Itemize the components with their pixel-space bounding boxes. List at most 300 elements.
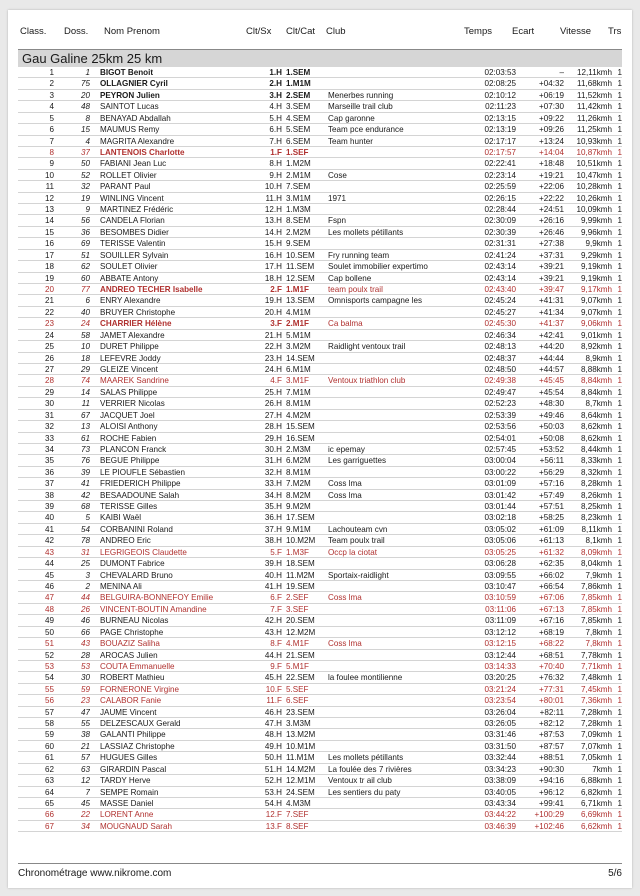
cell-gap: +68:51	[539, 650, 564, 660]
cell-time: 03:11:06	[485, 604, 516, 614]
cell-category-rank: 7.SEF	[286, 810, 309, 820]
cell-category-rank: 14.M2M	[286, 764, 316, 774]
cell-category-rank: 8.SEF	[286, 821, 309, 831]
cell-category-rank: 6.SEM	[286, 136, 311, 146]
cell-sex-rank: 31.H	[264, 456, 282, 466]
cell-laps: 1	[617, 559, 622, 569]
cell-gap: +82:12	[539, 719, 564, 729]
cell-gap: +50:08	[539, 433, 564, 443]
cell-runner-name: SOUILLER Sylvain	[100, 250, 169, 260]
cell-club: ic epemay	[328, 444, 365, 454]
cell-laps: 1	[617, 433, 622, 443]
cell-sex-rank: 22.H	[264, 342, 282, 352]
cell-gap: +44:44	[539, 353, 564, 363]
cell-speed: 11,25kmh	[577, 125, 612, 135]
table-row	[18, 695, 622, 706]
cell-category-rank: 5.SEF	[286, 684, 309, 694]
cell-sex-rank: 27.H	[264, 410, 282, 420]
cell-bib: 18	[80, 353, 90, 363]
cell-speed: 7,07kmh	[580, 741, 612, 751]
cell-sex-rank: 3.F	[270, 319, 282, 329]
cell-rank: 36	[44, 467, 54, 477]
cell-laps: 1	[617, 696, 622, 706]
cell-time: 03:23:54	[484, 696, 516, 706]
cell-runner-name: BEGUE Philippe	[100, 456, 160, 466]
cell-sex-rank: 18.H	[264, 273, 282, 283]
cell-time: 02:48:50	[484, 364, 516, 374]
table-row	[18, 204, 622, 215]
cell-laps: 1	[617, 262, 622, 272]
cell-time: 03:02:18	[484, 513, 516, 523]
table-row	[18, 501, 622, 512]
cell-sex-rank: 3.H	[269, 90, 282, 100]
table-row	[18, 124, 622, 135]
cell-gap: +67:16	[539, 616, 564, 626]
cell-bib: 46	[80, 616, 90, 626]
cell-gap: +41:37	[539, 319, 564, 329]
cell-laps: 1	[617, 182, 622, 192]
cell-runner-name: BELGUIRA-BONNEFOY Emilie	[100, 593, 214, 603]
cell-runner-name: LASSIAZ Christophe	[100, 741, 175, 751]
table-row	[18, 410, 622, 421]
cell-sex-rank: 54.H	[264, 799, 282, 808]
race-title-bar	[18, 49, 622, 67]
cell-laps: 1	[617, 821, 622, 831]
cell-gap: +39:21	[539, 262, 564, 272]
cell-runner-name: ANDREO TECHER Isabelle	[100, 285, 203, 295]
table-row	[18, 273, 622, 284]
cell-gap: +18:48	[539, 159, 564, 169]
cell-laps: 1	[617, 353, 622, 363]
cell-speed: 7,28kmh	[580, 719, 612, 729]
cell-club: Marseille trail club	[328, 102, 393, 112]
cell-speed: 9,9kmh	[585, 239, 612, 249]
cell-sex-rank: 5.F	[270, 547, 282, 557]
cell-gap: +82:11	[539, 707, 564, 717]
cell-bib: 2	[85, 581, 90, 591]
cell-rank: 47	[44, 593, 54, 603]
table-row	[18, 113, 622, 124]
cell-rank: 48	[44, 604, 54, 614]
cell-rank: 13	[44, 205, 54, 215]
cell-gap: +44:57	[539, 364, 564, 374]
cell-category-rank: 24.SEM	[286, 787, 315, 797]
cell-time: 03:12:15	[484, 639, 516, 649]
cell-gap: +44:20	[539, 342, 564, 352]
cell-speed: 8,09kmh	[580, 547, 612, 557]
cell-runner-name: ROBERT Mathieu	[100, 673, 165, 683]
cell-speed: 7,09kmh	[580, 730, 612, 740]
cell-gap: +22:06	[539, 182, 564, 192]
cell-bib: 14	[80, 387, 90, 397]
cell-category-rank: 5.M1M	[286, 330, 311, 340]
cell-time: 02:53:39	[484, 410, 516, 420]
cell-time: 03:01:42	[484, 490, 516, 500]
table-row	[18, 67, 622, 78]
cell-runner-name: VERRIER Nicolas	[100, 399, 165, 409]
cell-sex-rank: 50.H	[264, 753, 282, 763]
cell-speed: 9,19kmh	[580, 262, 612, 272]
cell-club: Fry running team	[328, 250, 390, 260]
cell-laps: 1	[617, 650, 622, 660]
cell-category-rank: 17.SEM	[286, 513, 315, 523]
cell-sex-rank: 10.F	[265, 684, 282, 694]
cell-category-rank: 7.M1M	[286, 387, 311, 397]
cell-bib: 41	[80, 479, 90, 489]
cell-gap: +39:21	[539, 273, 564, 283]
cell-bib: 45	[80, 799, 90, 808]
cell-sex-rank: 42.H	[264, 616, 282, 626]
cell-club: Cap bollene	[328, 273, 372, 283]
cell-rank: 66	[44, 810, 54, 820]
cell-bib: 59	[80, 684, 90, 694]
table-row	[18, 307, 622, 318]
cell-runner-name: DELZESCAUX Gerald	[100, 719, 181, 729]
cell-rank: 1	[49, 68, 54, 77]
table-row	[18, 638, 622, 649]
cell-category-rank: 2.M1M	[286, 170, 311, 180]
cell-speed: 7,8kmh	[585, 627, 612, 637]
cell-rank: 2	[49, 79, 54, 89]
cell-bib: 19	[80, 193, 90, 203]
cell-club: Soulet immobilier expertimo	[328, 262, 428, 272]
cell-runner-name: ENRY Alexandre	[100, 296, 161, 306]
cell-speed: 10,51kmh	[576, 159, 612, 169]
cell-speed: 10,47kmh	[576, 170, 612, 180]
cell-bib: 12	[80, 776, 90, 786]
cell-laps: 1	[617, 513, 622, 523]
table-row	[18, 535, 622, 546]
table-row	[18, 421, 622, 432]
cell-time: 02:46:34	[484, 330, 516, 340]
cell-laps: 1	[617, 90, 622, 100]
cell-category-rank: 3.SEF	[286, 604, 309, 614]
cell-runner-name: MENINA Ali	[100, 581, 142, 591]
cell-club: la foulee montilienne	[328, 673, 403, 683]
cell-category-rank: 2.M2M	[286, 227, 311, 237]
cell-speed: 12,11kmh	[577, 68, 612, 77]
cell-gap: +96:12	[539, 787, 564, 797]
cell-rank: 67	[44, 821, 54, 831]
cell-runner-name: PLANCON Franck	[100, 444, 167, 454]
cell-laps: 1	[617, 593, 622, 603]
cell-bib: 37	[80, 147, 90, 157]
cell-runner-name: GIRARDIN Pascal	[100, 764, 167, 774]
cell-laps: 1	[617, 399, 622, 409]
cell-category-rank: 4.M1M	[286, 307, 311, 317]
cell-bib: 38	[80, 730, 90, 740]
cell-gap: +45:54	[539, 387, 564, 397]
cell-speed: 9,07kmh	[580, 296, 612, 306]
cell-rank: 39	[44, 502, 54, 512]
cell-rank: 4	[49, 102, 54, 112]
cell-club: Coss lma	[328, 593, 362, 603]
cell-runner-name: GALANTI Philippe	[100, 730, 166, 740]
cell-gap: +87:53	[539, 730, 564, 740]
cell-speed: 8,92kmh	[580, 342, 612, 352]
cell-time: 03:10:47	[484, 581, 516, 591]
cell-laps: 1	[617, 307, 622, 317]
cell-sex-rank: 8.H	[269, 159, 282, 169]
cell-gap: +57:51	[539, 502, 564, 512]
cell-speed: 7,8kmh	[585, 639, 612, 649]
cell-laps: 1	[617, 799, 622, 808]
cell-club: Raidlight ventoux trail	[328, 342, 406, 352]
cell-laps: 1	[617, 479, 622, 489]
cell-club: Coss lma	[328, 479, 362, 489]
cell-runner-name: SALAS Philippe	[100, 387, 158, 397]
cell-bib: 3	[85, 570, 90, 580]
cell-category-rank: 3.M1M	[286, 193, 311, 203]
cell-gap: +09:22	[539, 113, 564, 123]
footer-credit: Chronométrage www.nikrome.com	[18, 868, 172, 879]
cell-category-rank: 6.M2M	[286, 456, 311, 466]
cell-gap: +87:57	[539, 741, 564, 751]
cell-speed: 11,42kmh	[577, 102, 612, 112]
cell-category-rank: 1.SEM	[286, 68, 311, 77]
cell-runner-name: SAINTOT Lucas	[100, 102, 159, 112]
cell-rank: 51	[44, 639, 54, 649]
cell-speed: 7,86kmh	[580, 581, 612, 591]
table-row	[18, 707, 622, 718]
table-row	[18, 775, 622, 786]
footer-divider	[18, 863, 622, 864]
cell-bib: 39	[80, 467, 90, 477]
cell-bib: 34	[80, 821, 90, 831]
cell-rank: 11	[45, 182, 54, 192]
cell-club: Coss lma	[328, 490, 362, 500]
cell-runner-name: BIGOT Benoit	[100, 68, 154, 77]
cell-sex-rank: 29.H	[264, 433, 282, 443]
cell-runner-name: JAMET Alexandre	[100, 330, 165, 340]
cell-speed: 7,48kmh	[580, 673, 612, 683]
cell-time: 03:20:25	[484, 673, 516, 683]
cell-category-rank: 1.M2M	[286, 159, 311, 169]
table-row	[18, 387, 622, 398]
cell-time: 03:05:02	[484, 524, 516, 534]
cell-category-rank: 1.M3F	[286, 547, 309, 557]
cell-speed: 8,04kmh	[580, 559, 612, 569]
cell-rank: 27	[44, 364, 54, 374]
cell-gap: +61:09	[539, 524, 564, 534]
cell-rank: 31	[44, 410, 54, 420]
cell-sex-rank: 28.H	[264, 422, 282, 432]
table-row	[18, 261, 622, 272]
cell-bib: 10	[80, 342, 90, 352]
cell-laps: 1	[617, 79, 622, 89]
cell-rank: 64	[44, 787, 54, 797]
cell-speed: 9,07kmh	[580, 307, 612, 317]
cell-time: 03:01:09	[484, 479, 516, 489]
race-title: Gau Galine 25km 25 km	[22, 51, 163, 66]
cell-laps: 1	[617, 456, 622, 466]
cell-category-rank: 8.SEM	[286, 216, 311, 226]
table-row	[18, 764, 622, 775]
cell-runner-name: PAGE Christophe	[100, 627, 164, 637]
cell-bib: 62	[80, 262, 90, 272]
cell-bib: 77	[80, 285, 90, 295]
cell-club: Team pce endurance	[328, 125, 404, 135]
cell-gap: +58:25	[539, 513, 564, 523]
cell-category-rank: 13.SEM	[286, 296, 315, 306]
cell-time: 03:05:06	[484, 536, 516, 546]
cell-speed: 8,84kmh	[580, 376, 612, 386]
cell-laps: 1	[617, 376, 622, 386]
cell-laps: 1	[617, 387, 622, 397]
table-row	[18, 558, 622, 569]
cell-category-rank: 2.SEM	[286, 90, 311, 100]
cell-sex-rank: 41.H	[264, 581, 282, 591]
cell-bib: 42	[80, 490, 90, 500]
cell-bib: 24	[80, 319, 90, 329]
cell-rank: 63	[44, 776, 54, 786]
cell-runner-name: SOULET Olivier	[100, 262, 158, 272]
table-row	[18, 650, 622, 661]
cell-club: Menerbes running	[328, 90, 394, 100]
cell-category-rank: 10.SEM	[286, 250, 315, 260]
cell-speed: 8,62kmh	[580, 433, 612, 443]
cell-rank: 6	[49, 125, 54, 135]
cell-bib: 6	[85, 296, 90, 306]
cell-category-rank: 3.M2M	[286, 342, 311, 352]
cell-bib: 52	[80, 170, 90, 180]
cell-speed: 7,71kmh	[580, 661, 612, 671]
table-row	[18, 398, 622, 409]
cell-runner-name: ANDREO Eric	[100, 536, 151, 546]
cell-time: 03:38:09	[484, 776, 516, 786]
cell-sex-rank: 47.H	[264, 719, 282, 729]
cell-gap: +67:13	[539, 604, 564, 614]
table-row	[18, 478, 622, 489]
cell-club: Les mollets pétillants	[328, 753, 404, 763]
cell-sex-rank: 14.H	[264, 227, 282, 237]
table-row	[18, 615, 622, 626]
cell-club: Les garriguettes	[328, 456, 387, 466]
cell-laps: 1	[617, 741, 622, 751]
cell-bib: 15	[80, 125, 90, 135]
cell-speed: 8,11kmh	[581, 524, 612, 534]
cell-runner-name: WINLING Vincent	[100, 193, 164, 203]
table-row	[18, 318, 622, 329]
table-row	[18, 627, 622, 638]
cell-bib: 74	[80, 376, 90, 386]
cell-rank: 18	[44, 262, 54, 272]
cell-bib: 68	[80, 502, 90, 512]
cell-sex-rank: 51.H	[264, 764, 282, 774]
cell-laps: 1	[617, 239, 622, 249]
cell-gap: +13:24	[539, 136, 564, 146]
cell-laps: 1	[617, 125, 622, 135]
cell-gap: +39:47	[539, 285, 564, 295]
cell-rank: 25	[44, 342, 54, 352]
cell-rank: 29	[44, 387, 54, 397]
cell-runner-name: BESAADOUNE Salah	[100, 490, 180, 500]
cell-gap: +68:19	[539, 627, 564, 637]
cell-club: Sportaix-raidlight	[328, 570, 389, 580]
cell-rank: 9	[49, 159, 54, 169]
cell-runner-name: FORNERONE Virgine	[100, 684, 180, 694]
cell-laps: 1	[617, 616, 622, 626]
cell-speed: 8,7kmh	[585, 399, 612, 409]
cell-rank: 10	[44, 170, 54, 180]
cell-category-rank: 1.M1F	[286, 285, 309, 295]
cell-gap: +06:19	[539, 90, 564, 100]
cell-laps: 1	[617, 205, 622, 215]
cell-time: 03:09:55	[484, 570, 516, 580]
cell-time: 02:54:01	[484, 433, 516, 443]
cell-laps: 1	[617, 490, 622, 500]
cell-runner-name: CORBANINI Roland	[100, 524, 173, 534]
cell-sex-rank: 15.H	[264, 239, 282, 249]
cell-runner-name: MOUGNAUD Sarah	[100, 821, 172, 831]
cell-bib: 51	[80, 250, 90, 260]
cell-bib: 11	[81, 399, 90, 409]
cell-speed: 7,05kmh	[580, 753, 612, 763]
cell-rank: 57	[44, 707, 54, 717]
cell-laps: 1	[617, 604, 622, 614]
cell-runner-name: JACQUET Joel	[100, 410, 155, 420]
cell-club: Ventoux triathlon club	[328, 376, 406, 386]
cell-club: Les sentiers du paty	[328, 787, 401, 797]
cell-speed: 7,85kmh	[580, 604, 612, 614]
cell-bib: 78	[80, 536, 90, 546]
cell-time: 02:17:17	[484, 136, 516, 146]
cell-speed: 7,9kmh	[585, 570, 612, 580]
cell-rank: 7	[49, 136, 54, 146]
table-row	[18, 524, 622, 535]
cell-runner-name: AROCAS Julien	[100, 650, 158, 660]
table-row	[18, 821, 622, 832]
cell-category-rank: 4.M2M	[286, 410, 311, 420]
cell-laps: 1	[617, 776, 622, 786]
cell-runner-name: MAAREK Sandrine	[100, 376, 169, 386]
cell-category-rank: 3.M3M	[286, 719, 311, 729]
cell-category-rank: 2.M1F	[286, 319, 309, 329]
cell-sex-rank: 13.H	[264, 216, 282, 226]
cell-laps: 1	[617, 524, 622, 534]
cell-club: Lachouteam cvn	[328, 524, 388, 534]
cell-category-rank: 16.SEM	[286, 433, 315, 443]
cell-rank: 30	[44, 399, 54, 409]
cell-laps: 1	[617, 113, 622, 123]
cell-bib: 57	[80, 753, 90, 763]
cell-rank: 50	[44, 627, 54, 637]
cell-gap: +41:34	[539, 307, 564, 317]
cell-club: Coss lma	[328, 639, 362, 649]
cell-runner-name: TERISSE Valentin	[100, 239, 166, 249]
cell-rank: 32	[44, 422, 54, 432]
cell-time: 02:26:15	[484, 193, 516, 203]
cell-gap: +56:11	[539, 456, 564, 466]
cell-speed: 10,09kmh	[576, 205, 612, 215]
cell-time: 02:49:47	[484, 387, 516, 397]
cell-time: 02:10:12	[484, 90, 516, 100]
cell-speed: 8,44kmh	[580, 444, 612, 454]
cell-bib: 75	[80, 79, 90, 89]
cell-time: 02:23:14	[484, 170, 516, 180]
cell-sex-rank: 39.H	[264, 559, 282, 569]
results-table	[18, 67, 622, 832]
cell-rank: 33	[44, 433, 54, 443]
cell-laps: 1	[617, 250, 622, 260]
cell-laps: 1	[617, 810, 622, 820]
cell-laps: 1	[617, 467, 622, 477]
cell-speed: 7kmh	[592, 764, 612, 774]
cell-category-rank: 1.SEF	[286, 147, 309, 157]
cell-speed: 11,52kmh	[577, 90, 612, 100]
cell-sex-rank: 12.F	[265, 810, 282, 820]
cell-rank: 52	[44, 650, 54, 660]
